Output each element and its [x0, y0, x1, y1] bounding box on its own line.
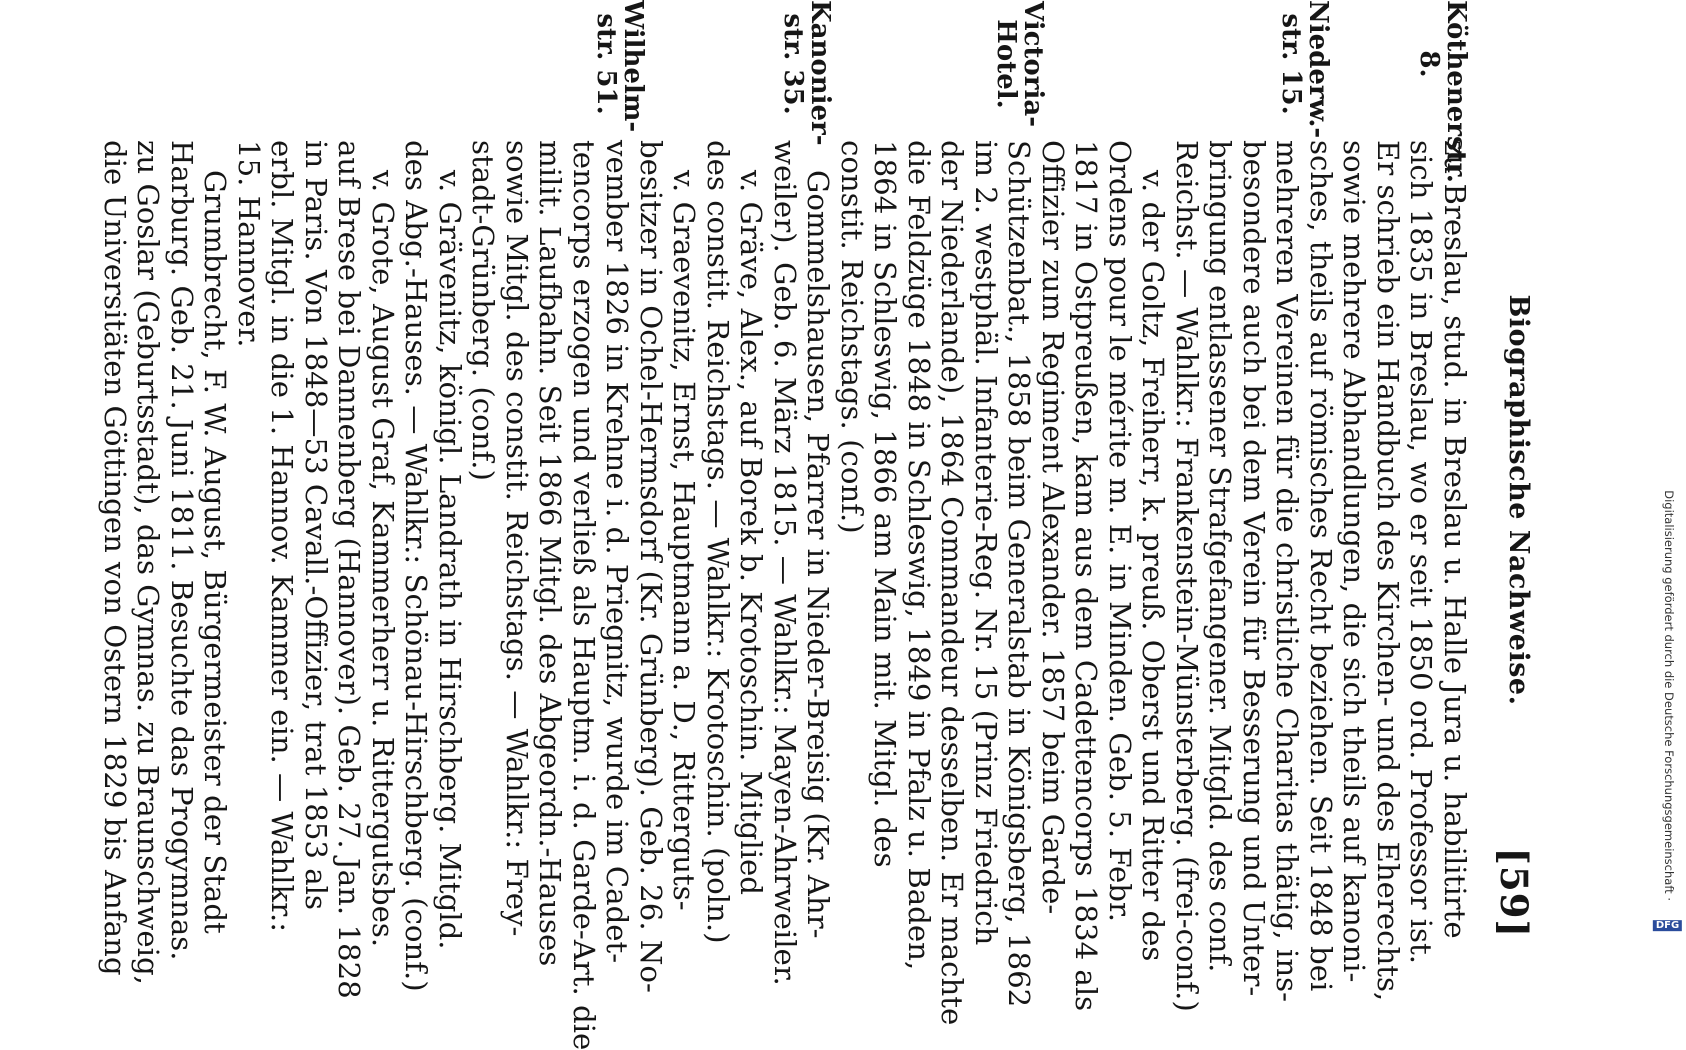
entry-line-graevenitz: v. Grävenitz, königl. Landrath in Hirschberg. Mitgld. — [433, 170, 467, 950]
text-line: des Abg.-Hauses. — Wahlkr.: Schönau-Hirschberg. (conf.) — [399, 140, 434, 992]
text-line: besitzer in Ochel-Hermsdorf (Kr. Grünberg). Geb. 26. No- — [634, 140, 668, 993]
digitization-credit — [1655, 0, 1680, 940]
text-line: tencorps erzogen und verließ als Hauptm. i. d. Garde-Art. die — [567, 140, 601, 1050]
entry-line-goltz: v. der Goltz, Freiherr, k. preuß. Oberst und Ritter des — [1136, 170, 1171, 962]
text-line: 15. Hannover. — [232, 140, 266, 348]
text-line: im 2. westphäl. Infanterie-Reg. Nr. 15 (Prinz Friedrich — [969, 140, 1003, 946]
text-line: stadt-Grünberg. (conf.) — [466, 140, 501, 481]
entry-line-graeve: v. Gräve, Alex., auf Borek b. Krotoschin. Mitglied — [734, 170, 769, 895]
text-line: bringung entlassener Strafgefangener. Mitgld. des conf. — [1203, 140, 1238, 973]
text-line: die Universitäten Göttingen von Ostern 1829 bis Anfang — [98, 140, 132, 976]
dfg-logo: DFG — [1653, 920, 1682, 931]
credit-text: Digitalisierung gefördert durch die Deutsche Forschungsgemeinschaft · — [1662, 490, 1676, 901]
entry-line-graevenitz-ernst: v. Graevenitz, Ernst, Hauptmann a. D., Ritterguts- — [667, 170, 702, 911]
text-line: der Niederlande), 1864 Commandeur desselben. Er machte — [935, 140, 970, 1026]
entry-line-grumbrecht: Grumbrecht, F. W. August, Bürgermeister der Stadt — [198, 170, 233, 934]
text-line: Schützenbat., 1858 beim Generalstab in Königsberg, 1862 — [1002, 140, 1037, 1008]
margin-note-victoria-hotel: Victoria-Hotel. — [991, 1, 1048, 127]
text-line: vember 1826 in Krehne i. d. Priegnitz, wurde im Cadet- — [600, 140, 635, 964]
margin-note-koethenerstr: Köthenerstr. 8. — [1414, 0, 1471, 183]
text-line: constit. Reichstags. (conf.) — [835, 140, 869, 534]
text-line: zu Breslau, stud. in Breslau u. Halle Jura u. habilitirte — [1438, 140, 1472, 939]
text-line: Reichst. — Wahlkr.: Frankenstein-Münsterberg. (frei-conf.) — [1170, 140, 1204, 1012]
text-line: sches, theils auf römisches Recht beziehen. Seit 1848 bei — [1304, 140, 1338, 992]
text-line: mehreren Vereinen für die christliche Charitas thätig, ins- — [1270, 140, 1305, 1002]
text-line: sowie mehrere Abhandlungen, die sich theils auf kanoni- — [1337, 140, 1372, 983]
text-line: Offizier zum Regiment Alexander. 1857 beim Garde- — [1036, 140, 1070, 915]
margin-note-niederwstr: Niederw.-str. 15. — [1276, 0, 1333, 139]
text-line: erbl. Mitgl. in die 1. Hannov. Kammer ein. — Wahlkr.: — [265, 140, 300, 933]
margin-note-wilhelmstr: Wilhelm-str. 51. — [591, 0, 648, 133]
text-line: Harburg. Geb. 21. Juni 1811. Besuchte das Progymnas. — [165, 140, 199, 961]
text-line: Er schrieb ein Handbuch des Kirchen- und des Eherechts, — [1371, 140, 1405, 1002]
text-line: sich 1835 in Breslau, wo er seit 1850 ord. Professor ist. — [1404, 140, 1439, 965]
biography-text — [98, 140, 1472, 1050]
text-line: Ordens pour le mérite m. E. in Minden. Geb. 5. Febr. — [1103, 140, 1137, 923]
entry-line-grote: v. Grote, August Graf, Kammerherr u. Rittergutsbes. — [366, 170, 400, 948]
text-line: sowie Mitgl. des constit. Reichstags. — Wahlkr.: Frey- — [500, 140, 534, 937]
text-line: die Feldzüge 1848 in Schleswig, 1849 in Pfalz u. Baden, — [902, 140, 936, 971]
text-line: zu Goslar (Geburtsstadt), das Gymnas. zu Braunschweig, — [131, 140, 166, 985]
text-line: 1864 in Schleswig, 1866 am Main mit. Mitgl. des — [868, 140, 903, 868]
text-line: 1817 in Ostpreußen, kam aus dem Cadettencorps 1834 als — [1069, 140, 1104, 1012]
running-head: Biographische Nachweise. — [1503, 294, 1534, 706]
text-line: besondere auch bei dem Verein für Besserung und Unter- — [1237, 140, 1271, 997]
text-line: weiler). Geb. 6. März 1815. — Wahlkr.: Mayen-Ahrweiler. — [768, 140, 802, 986]
entry-line-gommelshausen: Gommelshausen, Pfarrer in Nieder-Breisig (Kr. Ahr- — [801, 170, 836, 939]
margin-note-kanonierstr: Kanonier-str. 35. — [778, 0, 835, 146]
text-line: in Paris. Von 1848—53 Cavall.-Offizier, trat 1853 als — [299, 140, 333, 910]
text-line: milit. Laufbahn. Seit 1866 Mitgl. des Abgeordn.-Hauses — [533, 140, 568, 967]
page-number: [59] — [1492, 847, 1536, 938]
text-line: des constit. Reichstags. — Wahlkr.: Krotoschin. (poln.) — [701, 140, 735, 944]
text-line: auf Brese bei Dannenberg (Hannover). Geb. 27. Jan. 1828 — [332, 140, 367, 999]
